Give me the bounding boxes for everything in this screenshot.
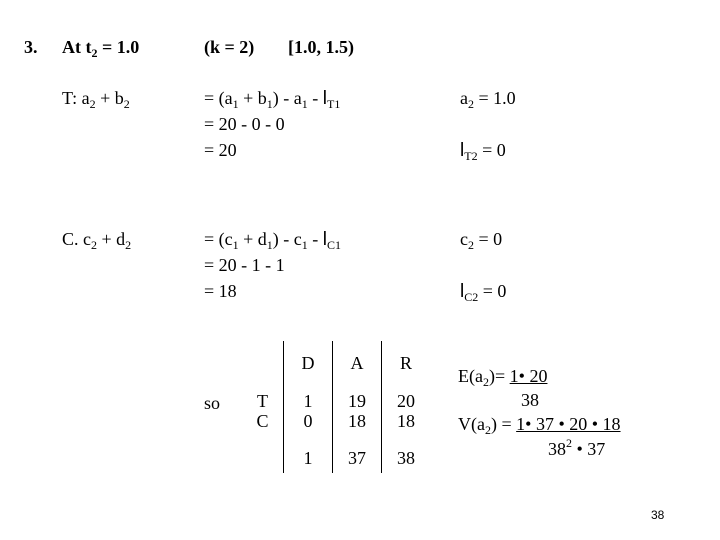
c-sum-label: C. $c_2 + d_2$	[62, 229, 132, 252]
c-c2-value: $c_2 = 0$	[460, 229, 503, 252]
c-lc2-value: $l_{C2} = 0$	[460, 281, 507, 304]
c-equation-line-3: = 18	[204, 281, 237, 301]
header-cell-d: D	[284, 341, 333, 385]
variance-denominator: $38^2$ • 37	[548, 436, 606, 459]
expectation-denominator: 38	[521, 390, 539, 410]
header-cell-a: A	[333, 341, 382, 385]
k-value: (k = 2)	[204, 37, 255, 57]
table-row	[242, 385, 430, 443]
table-header-row	[242, 341, 430, 385]
table-total-row	[242, 443, 430, 473]
header-cell-blank	[242, 341, 284, 385]
total-d-cell: 1	[284, 443, 333, 473]
r-values-cell: 20 18	[382, 385, 431, 443]
a-values-cell: 19 18	[333, 385, 382, 443]
t-lt2-value: $l_{T2} = 0$	[460, 140, 506, 163]
expectation-line: $E(a_2)=$ 1• 20	[458, 366, 548, 389]
t-equation-line-3: = 20	[204, 140, 237, 160]
variance-line: $V(a_2)$ = 1• 37 • 20 • 18	[458, 414, 621, 437]
t-equation-line-1: = $(a_1 + b_1) - a_1 - l_{T1}$	[204, 88, 341, 111]
t-a2-value: $a_2 = 1.0$	[460, 88, 516, 111]
total-label-cell	[242, 443, 284, 473]
page-number: 38	[651, 508, 665, 522]
total-a-cell: 37	[333, 443, 382, 473]
t-sum-label: T: $a_2 + b_2$	[62, 88, 130, 111]
count-table	[242, 341, 430, 473]
time-interval: [1.0, 1.5)	[288, 37, 354, 57]
total-r-cell: 38	[382, 443, 431, 473]
d-values-cell: 1 0	[284, 385, 333, 443]
so-label: so	[204, 393, 221, 413]
t-equation-line-2: = 20 - 0 - 0	[204, 114, 285, 134]
header-cell-r: R	[382, 341, 431, 385]
time-heading: At $t_2 = 1.0$	[62, 37, 140, 60]
item-number: 3.	[24, 37, 38, 57]
row-labels-cell: T C	[256, 391, 269, 431]
c-equation-line-2: = 20 - 1 - 1	[204, 255, 285, 275]
c-equation-line-1: = $(c_1 + d_1) - c_1 - l_{C1}$	[204, 229, 342, 252]
